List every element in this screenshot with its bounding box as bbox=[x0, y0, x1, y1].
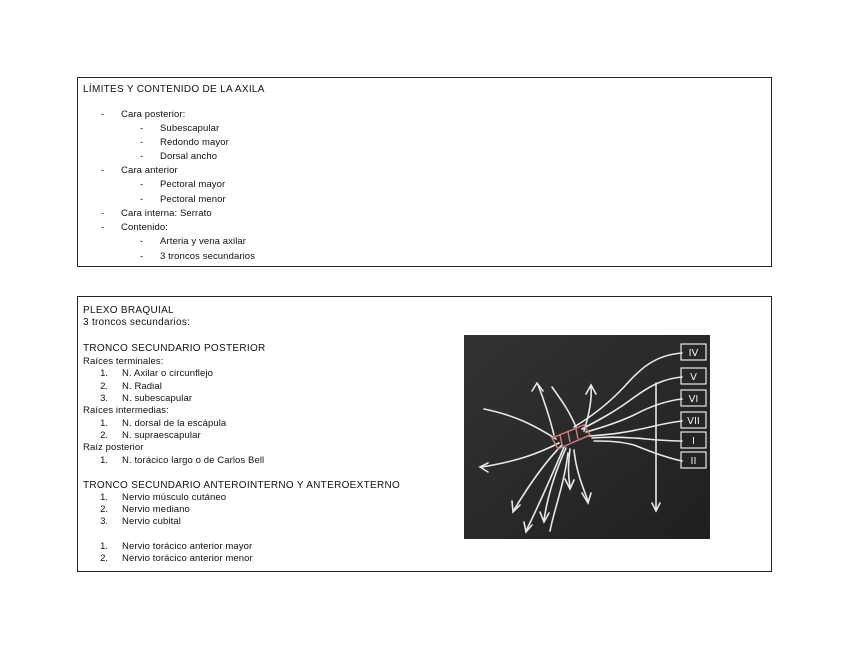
plexo-title: PLEXO BRAQUIAL bbox=[83, 305, 174, 316]
list-number: 1. bbox=[100, 455, 108, 466]
bullet-dash: - bbox=[140, 123, 144, 134]
diagram-label: V bbox=[690, 372, 697, 383]
list-number: 2. bbox=[100, 553, 108, 564]
list-item: N. dorsal de la escápula bbox=[122, 418, 227, 429]
list-number: 2. bbox=[100, 381, 108, 392]
terminal-label: Raíces terminales: bbox=[83, 356, 164, 367]
list-item: N. subescapular bbox=[122, 393, 193, 404]
list-item: Nervio músculo cutáneo bbox=[122, 492, 227, 503]
list-item: Pectoral menor bbox=[160, 194, 226, 205]
list-item: N. Radial bbox=[122, 381, 162, 392]
axila-title: LÍMITES Y CONTENIDO DE LA AXILA bbox=[83, 84, 265, 95]
bullet-dash: - bbox=[140, 251, 144, 262]
list-item: Cara interna: Serrato bbox=[121, 208, 212, 219]
list-item: N. torácico largo o de Carlos Bell bbox=[122, 455, 265, 466]
brachial-plexus-chalk-diagram bbox=[464, 335, 710, 539]
list-item: Pectoral mayor bbox=[160, 179, 226, 190]
bullet-dash: - bbox=[101, 109, 105, 120]
list-item: Nervio mediano bbox=[122, 504, 190, 515]
diagram-label: VII bbox=[687, 416, 700, 427]
list-number: 3. bbox=[100, 516, 108, 527]
list-number: 2. bbox=[100, 504, 108, 515]
list-number: 1. bbox=[100, 492, 108, 503]
intermediate-label: Raíces intermedias: bbox=[83, 405, 169, 416]
list-item: Dorsal ancho bbox=[160, 151, 218, 162]
list-number: 2. bbox=[100, 430, 108, 441]
list-item: Contenido: bbox=[121, 222, 168, 233]
list-item: Nervio torácico anterior menor bbox=[122, 553, 253, 564]
diagram-label: VI bbox=[688, 394, 699, 405]
bullet-dash: - bbox=[101, 165, 105, 176]
list-number: 3. bbox=[100, 393, 108, 404]
bullet-dash: - bbox=[140, 137, 144, 148]
anterior-heading: TRONCO SECUNDARIO ANTEROINTERNO Y ANTEROEXTERNO bbox=[83, 480, 401, 491]
bullet-dash: - bbox=[101, 208, 105, 219]
list-item: Arteria y vena axilar bbox=[160, 236, 247, 247]
bullet-dash: - bbox=[101, 222, 105, 233]
list-number: 1. bbox=[100, 418, 108, 429]
diagram-label: IV bbox=[688, 348, 699, 359]
posterior-heading: TRONCO SECUNDARIO POSTERIOR bbox=[83, 343, 266, 354]
list-item: Cara anterior bbox=[121, 165, 178, 176]
bullet-dash: - bbox=[140, 151, 144, 162]
list-number: 1. bbox=[100, 541, 108, 552]
list-item: Nervio cubital bbox=[122, 516, 181, 527]
list-item: N. supraescapular bbox=[122, 430, 201, 441]
list-item: Subescapular bbox=[160, 123, 220, 134]
diagram-label: I bbox=[692, 436, 695, 447]
list-number: 1. bbox=[100, 368, 108, 379]
posterior-root-label: Raíz posterior bbox=[83, 442, 144, 453]
plexo-subtitle: 3 troncos secundarios: bbox=[83, 317, 191, 328]
plexus-drawing bbox=[464, 335, 710, 539]
list-item: 3 troncos secundarios bbox=[160, 251, 256, 262]
bullet-dash: - bbox=[140, 179, 144, 190]
list-item: Cara posterior: bbox=[121, 109, 186, 120]
bullet-dash: - bbox=[140, 194, 144, 205]
diagram-label: II bbox=[690, 456, 697, 467]
list-item: Redondo mayor bbox=[160, 137, 229, 148]
axila-section bbox=[77, 77, 772, 267]
bullet-dash: - bbox=[140, 236, 144, 247]
list-item: N. Axilar o circunflejo bbox=[122, 368, 214, 379]
list-item: Nervio torácico anterior mayor bbox=[122, 541, 253, 552]
plexo-section bbox=[77, 296, 772, 572]
